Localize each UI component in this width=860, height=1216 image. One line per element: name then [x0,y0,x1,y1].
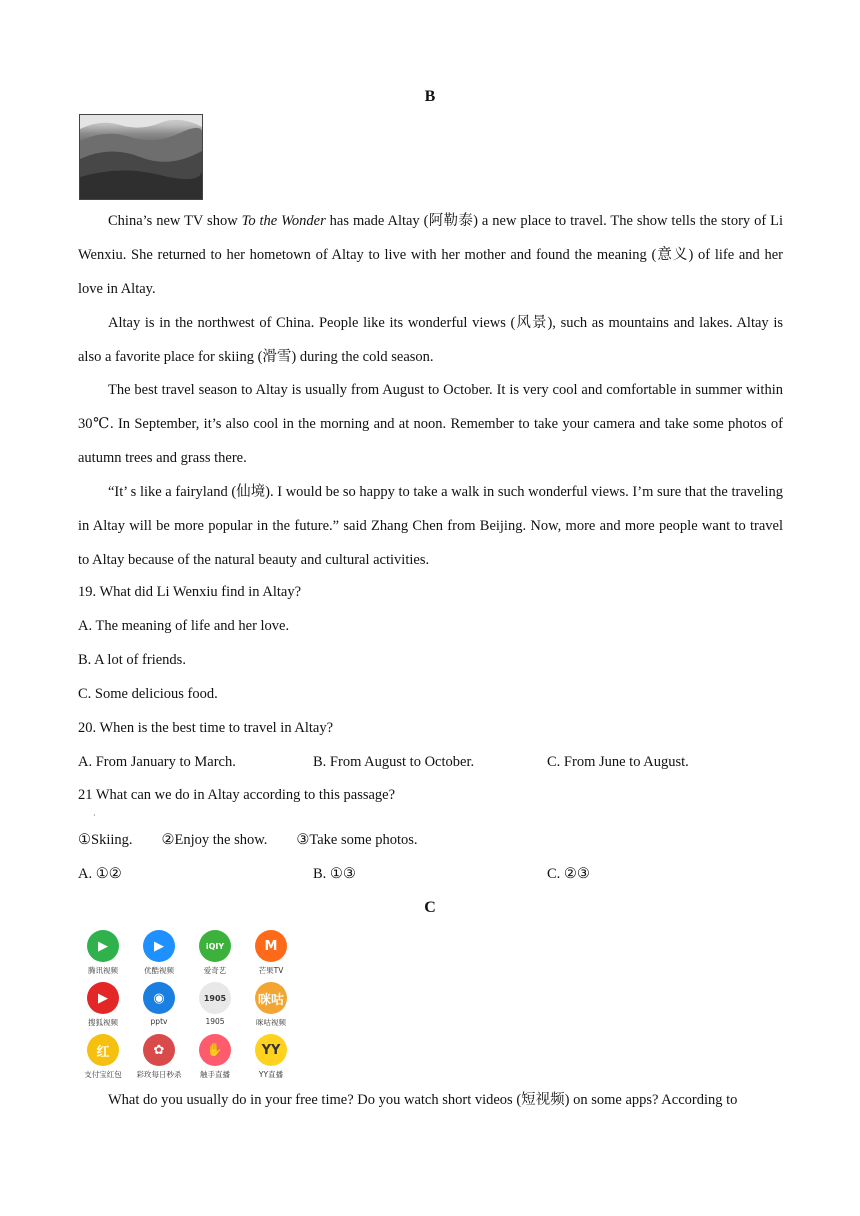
altay-landscape-photo [79,114,203,200]
app-label: 搜狐视频 [88,1018,118,1027]
passage-b-paragraph-2: Altay is in the northwest of China. People like its wonderful views (风景), such as mountains and lakes. Altay is also a favorite place for skiing (滑雪) during the cold season. [78,315,783,365]
iqiyi-icon: iQIY [199,930,231,962]
app-tile [246,982,296,1032]
question-21-items: ①Skiing. ②Enjoy the show. ③Take some photos. [78,832,418,848]
app-tile [134,1034,184,1084]
app-label: 彩玫每日秒杀 [136,1070,182,1079]
app-label: 芒果TV [258,966,284,975]
yy-live-icon: YY [255,1034,287,1066]
app-label: 优酷视频 [144,966,174,975]
video-apps-image [78,928,288,1080]
app-tile [78,1034,128,1084]
question-19-option-b: B. A lot of friends. [78,652,186,668]
app-label: 腾讯视频 [88,966,118,975]
app-tile [190,982,240,1032]
show-title: To the Wonder [241,213,326,229]
app-tile [190,1034,240,1084]
1905-icon: 1905 [199,982,231,1014]
app-label: 爱奇艺 [203,966,227,975]
stray-mark: · [93,811,96,820]
tencent-video-icon: ▶ [87,930,119,962]
section-c-heading: C [424,899,436,916]
mango-tv-icon: M [255,930,287,962]
app-tile [246,930,296,980]
question-21: 21 What can we do in Altay according to this passage? [78,787,396,803]
chushou-live-icon: ✋ [199,1034,231,1066]
app-label: 1905 [205,1017,225,1026]
passage-b-paragraph-3: The best travel season to Altay is usually from August to October. It is very cool and comfortable in summer within 30℃. In September, it’s also cool in the morning and at noon. Remember to take your camera and take some photos of autumn trees and grass there. [78,382,783,466]
question-19-option-a: A. The meaning of life and her love. [78,618,290,634]
question-20-option-c: C. From June to August. [547,754,689,770]
question-21-option-c: C. ②③ [547,866,590,882]
question-20-option-a: A. From January to March. [78,754,236,770]
app-tile [134,930,184,980]
passage-b-paragraph-1 [78,204,783,306]
youku-icon: ▶ [143,930,175,962]
app-label: 支付宝红包 [84,1070,122,1079]
section-b-heading: B [424,88,436,105]
question-21-option-b: B. ①③ [313,866,356,882]
app-label: 咪咕视频 [256,1018,286,1027]
app-label: 触手直播 [200,1070,230,1079]
question-19: 19. What did Li Wenxiu find in Altay? [78,584,302,600]
pptv-icon: ◉ [143,982,175,1014]
question-19-option-c: C. Some delicious food. [78,686,218,702]
alipay-red-packet-icon: 红 [87,1034,119,1066]
p1-text-start: China’s new TV show [108,213,242,229]
p1-text-end: has made Altay (阿勒泰) a new place to travel. The show tells the story of Li Wenxiu. She returned to her hometown of Altay to live with her mother and found the meaning (意义) of life and her love in Altay. [78,213,783,297]
app-tile [246,1034,296,1084]
sohu-video-icon: ▶ [87,982,119,1014]
question-21-option-a: A. ①② [78,866,122,882]
question-20-option-b: B. From August to October. [313,754,475,770]
app-label: YY直播 [258,1070,284,1079]
app-tile [78,982,128,1032]
migu-video-icon: 咪咕 [255,982,287,1014]
app-tile [78,930,128,980]
question-20: 20. When is the best time to travel in Altay? [78,720,334,736]
app-tile [190,930,240,980]
app-label: pptv [150,1017,168,1026]
flash-sale-icon: ✿ [143,1034,175,1066]
passage-c-paragraph-1: What do you usually do in your free time? Do you watch short videos (短视频) on some apps? According to [108,1092,738,1108]
passage-b-paragraph-4: “It’ s like a fairyland (仙境). I would be so happy to take a walk in such wonderful views. I’m sure that the traveling in Altay will be more popular in the future.” said Zhang Chen from Beijing. Now, more and more people want to travel to Altay because of the natural beauty and cultural activities. [78,484,783,568]
app-tile [134,982,184,1032]
